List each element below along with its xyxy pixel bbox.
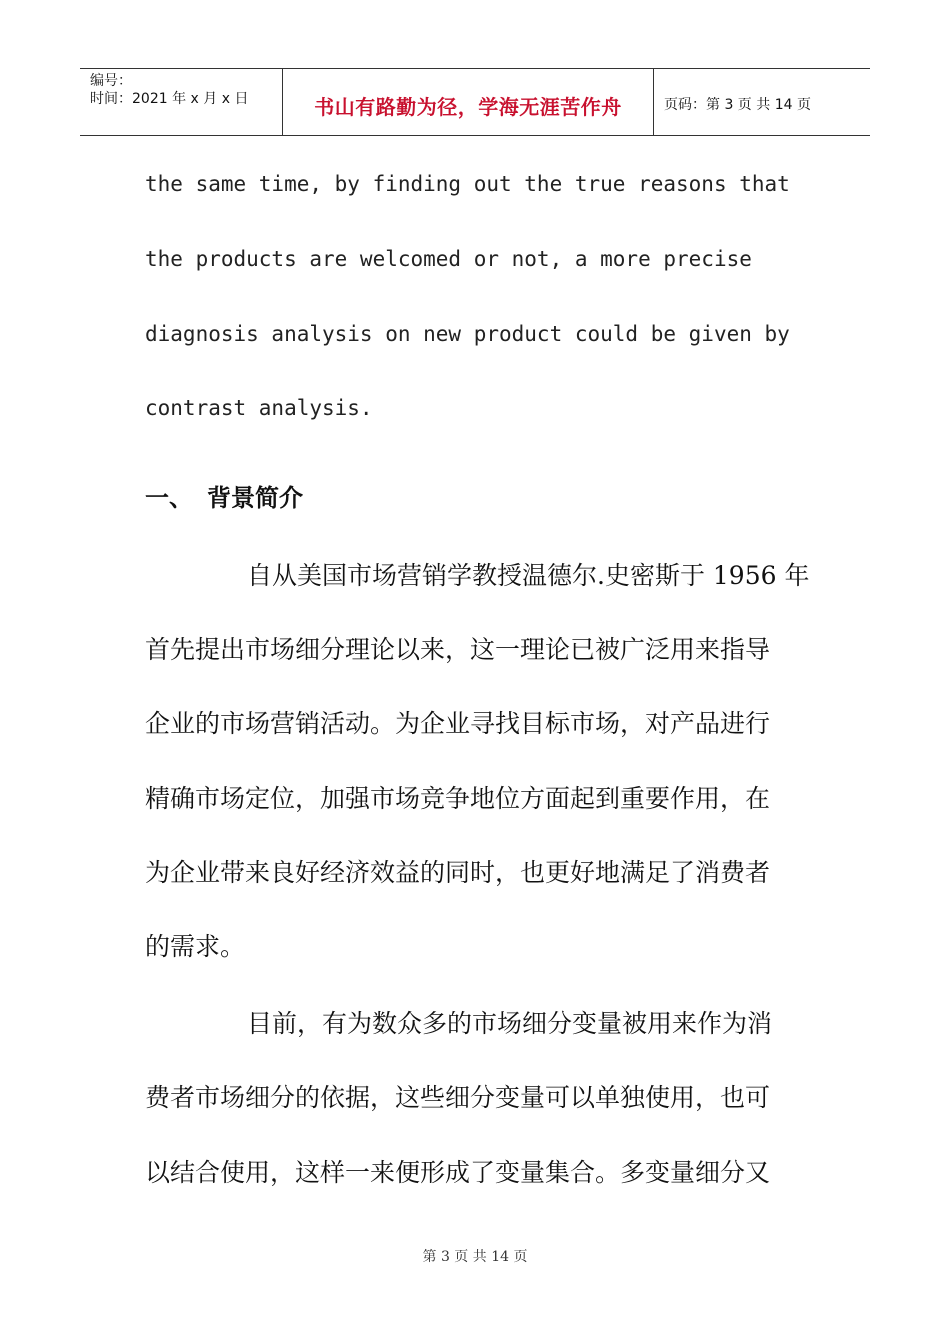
paragraph-line: 为企业带来良好经济效益的同时，也更好地满足了消费者 [145,858,771,887]
paragraph-line: 以结合使用，这样一来便形成了变量集合。多变量细分又 [145,1158,771,1187]
doc-time-label: 时间：2021 年 x 月 x 日 [90,91,249,107]
header-motto: 书山有路勤为径，学海无涯苦作舟 [314,95,622,119]
paragraph-line: 目前，有为数众多的市场细分变量被用来作为消 [247,1009,773,1038]
english-line: diagnosis analysis on new product could be given by [145,322,790,346]
header-meta-cell [80,69,282,135]
english-line: the products are welcomed or not, a more precise [145,247,752,271]
doc-number-label: 编号： [90,73,132,89]
page-header [80,68,870,136]
paragraph-line: 企业的市场营销活动。为企业寻找目标市场，对产品进行 [145,709,771,738]
paragraph-line: 费者市场细分的依据，这些细分变量可以单独使用，也可 [145,1083,771,1112]
paragraph-line: 精确市场定位，加强市场竞争地位方面起到重要作用，在 [145,784,771,813]
section-title: 背景简介 [207,484,303,512]
header-page-info: 页码：第 3 页 共 14 页 [664,97,811,113]
paragraph-line: 的需求。 [145,932,246,961]
section-heading [145,478,303,513]
english-line: the same time, by finding out the true reasons that [145,172,790,196]
page-footer: 第 3 页 共 14 页 [422,1249,528,1265]
header-page-cell [654,69,870,135]
header-motto-cell [282,69,654,135]
paragraph-line: 首先提出市场细分理论以来，这一理论已被广泛用来指导 [145,635,771,664]
english-line: contrast analysis. [145,396,373,420]
paragraph-line: 自从美国市场营销学教授温德尔.史密斯于 1956 年 [247,561,810,590]
section-number: 一、 [145,484,193,512]
